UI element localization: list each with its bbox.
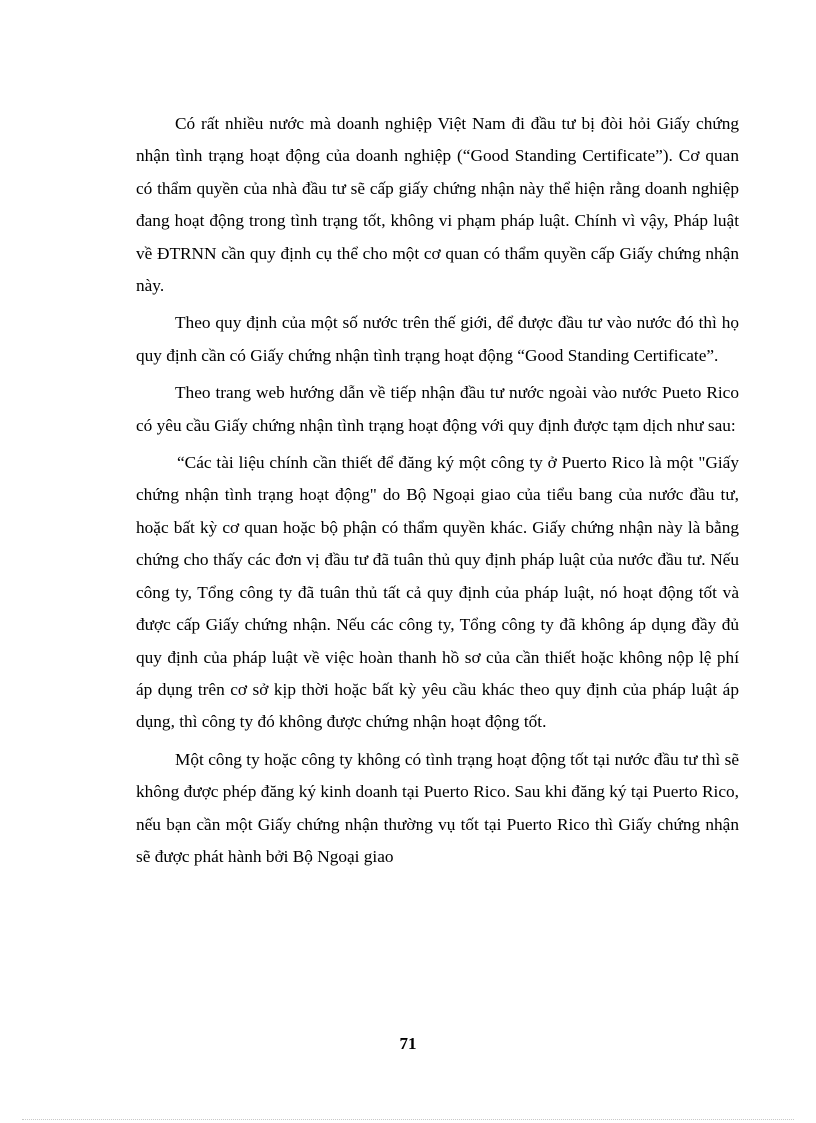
paragraph-registration-consequence: Một công ty hoặc công ty không có tình trạng hoạt động tốt tại nước đầu tư thì sẽ không được phép đăng ký kinh doanh tại Puerto Rico. Sau khi đăng ký tại Puerto Rico, nếu bạn cần một Giấy chứng nhận thường vụ tốt tại Puerto Rico thì Giấy chứng nhận sẽ được phát hành bởi Bộ Ngoại giao <box>136 749 739 866</box>
document-body <box>136 108 739 878</box>
page-bottom-divider <box>22 1119 794 1120</box>
paragraph-quoted-regulation: “Các tài liệu chính cần thiết để đăng ký một công ty ở Puerto Rico là một "Giấy chứng nhận tình trạng hoạt động" do Bộ Ngoại giao của tiểu bang của nước đầu tư, hoặc bất kỳ cơ quan hoặc bộ phận có thẩm quyền khác. Giấy chứng nhận này là bằng chứng cho thấy các đơn vị đầu tư đã tuân thủ quy định pháp luật của nước đầu tư. Nếu công ty, Tổng công ty đã tuân thủ tất cả quy định của pháp luật, nó hoạt động tốt và được cấp Giấy chứng nhận. Nếu các công ty, Tổng công ty đã không áp dụng đầy đủ quy định của pháp luật về việc hoàn thanh hồ sơ của cần thiết hoặc không nộp lệ phí áp dụng trên cơ sở kịp thời hoặc bất kỳ yêu cầu khác theo quy định của pháp luật áp dụng, thì công ty đó không được chứng nhận hoạt động tốt. <box>136 453 739 732</box>
paragraph-good-standing-intro: Có rất nhiều nước mà doanh nghiệp Việt Nam đi đầu tư bị đòi hỏi Giấy chứng nhận tình trạng hoạt động của doanh nghiệp (“Good Standing Certificate”). Cơ quan có thẩm quyền của nhà đầu tư sẽ cấp giấy chứng nhận này thể hiện rằng doanh nghiệp đang hoạt động trong tình trạng tốt, không vi phạm pháp luật. Chính vì vậy, Pháp luật về ĐTRNN cần quy định cụ thể cho một cơ quan có thẩm quyền cấp Giấy chứng nhận này. <box>136 114 739 296</box>
page-number: 71 <box>399 1034 417 1053</box>
paragraph-puerto-rico-guide: Theo trang web hướng dẫn về tiếp nhận đầu tư nước ngoài vào nước Pueto Rico có yêu cầu Giấy chứng nhận tình trạng hoạt động với quy định được tạm dịch như sau: <box>136 383 739 435</box>
paragraph-foreign-requirement: Theo quy định của một số nước trên thế giới, để được đầu tư vào nước đó thì họ quy định cần có Giấy chứng nhận tình trạng hoạt động “Good Standing Certificate”. <box>136 313 739 365</box>
